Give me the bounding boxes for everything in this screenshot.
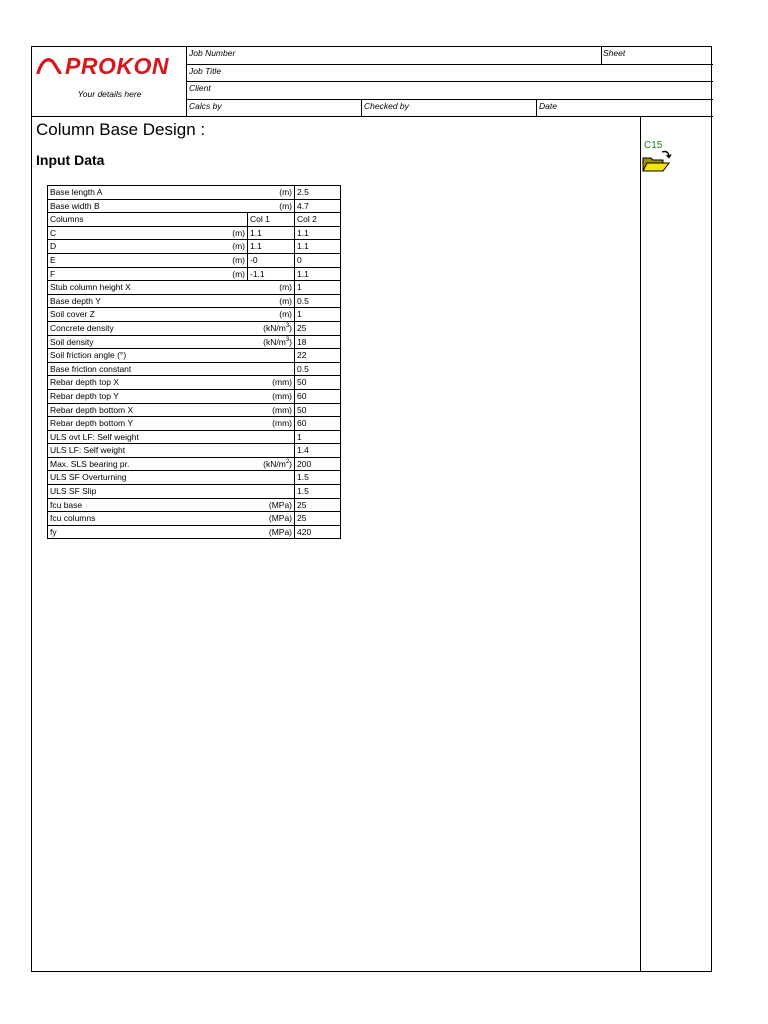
- row-unit: [248, 376, 295, 390]
- col2-value[interactable]: 1.1: [295, 267, 341, 281]
- row-unit: [248, 349, 295, 363]
- date-divider: [536, 100, 537, 118]
- row-label-text: C: [50, 227, 57, 238]
- table-row: [48, 417, 341, 431]
- row-unit: [248, 457, 295, 471]
- table-row: [48, 267, 341, 281]
- row-unit: [248, 281, 295, 295]
- unit-end: ): [289, 458, 292, 469]
- row-label: Soil cover Z: [48, 308, 248, 322]
- table-row: [48, 525, 341, 539]
- c15-label[interactable]: C15: [644, 140, 663, 151]
- col2-value[interactable]: 0: [295, 253, 341, 267]
- col2-value[interactable]: Col 2: [295, 213, 341, 227]
- row-unit: [248, 417, 295, 431]
- col1-value[interactable]: Col 1: [248, 213, 295, 227]
- client-row: [187, 82, 713, 100]
- calcs-row: [187, 100, 713, 118]
- unit-text: (kN/m: [263, 336, 286, 347]
- table-row: [48, 349, 341, 363]
- row-value[interactable]: 1.4: [295, 444, 341, 458]
- row-label: fcu base: [48, 498, 248, 512]
- row-unit: [248, 430, 295, 444]
- checked-by-label: Checked by: [364, 100, 409, 111]
- table-row: [48, 430, 341, 444]
- row-value[interactable]: 25: [295, 512, 341, 526]
- row-label: Rebar depth top Y: [48, 389, 248, 403]
- unit-text: (mm): [272, 390, 292, 401]
- table-row: [48, 457, 341, 471]
- unit-text: (mm): [272, 377, 292, 388]
- row-label: fy: [48, 525, 248, 539]
- row-label: Columns: [48, 213, 248, 227]
- unit-superscript: 3: [285, 336, 290, 343]
- row-unit: (m): [232, 268, 245, 279]
- row-label: [48, 267, 248, 281]
- table-row: [48, 512, 341, 526]
- client-label: Client: [189, 83, 211, 93]
- row-label: [48, 226, 248, 240]
- unit-text: (kN/m: [263, 322, 286, 333]
- row-unit: (m): [232, 254, 245, 265]
- unit-superscript: 2: [285, 459, 290, 466]
- unit-text: (MPa): [268, 526, 292, 537]
- row-label: ULS ovt LF: Self weight: [48, 430, 248, 444]
- row-label-text: F: [50, 268, 56, 279]
- row-label: Base length A: [48, 186, 248, 200]
- row-value[interactable]: 0.5: [295, 294, 341, 308]
- table-row: [48, 240, 341, 254]
- row-label-text: E: [50, 254, 56, 265]
- table-row: [48, 226, 341, 240]
- row-value[interactable]: 420: [295, 525, 341, 539]
- row-label: Stub column height X: [48, 281, 248, 295]
- right-margin-column: [640, 117, 641, 972]
- row-label: Base friction constant: [48, 362, 248, 376]
- col1-value[interactable]: 1.1: [248, 226, 295, 240]
- table-row: [48, 308, 341, 322]
- row-label: Base width B: [48, 199, 248, 213]
- row-unit: [248, 321, 295, 335]
- row-unit: [248, 525, 295, 539]
- row-label: ULS LF: Self weight: [48, 444, 248, 458]
- table-row: [48, 471, 341, 485]
- unit-text: (m): [279, 282, 292, 293]
- row-unit: [248, 199, 295, 213]
- table-row: [48, 362, 341, 376]
- row-label: [48, 240, 248, 254]
- row-label: Rebar depth top X: [48, 376, 248, 390]
- row-unit: [248, 403, 295, 417]
- col2-value[interactable]: 1.1: [295, 226, 341, 240]
- unit-text: (mm): [272, 418, 292, 429]
- unit-end: ): [289, 322, 292, 333]
- table-row: [48, 253, 341, 267]
- table-row: [48, 403, 341, 417]
- row-value[interactable]: 22: [295, 349, 341, 363]
- row-unit: [248, 335, 295, 349]
- row-value[interactable]: 25: [295, 498, 341, 512]
- col1-value[interactable]: -1.1: [248, 267, 295, 281]
- table-row: [48, 294, 341, 308]
- row-unit: [248, 485, 295, 499]
- table-row: [48, 335, 341, 349]
- unit-text: (m): [279, 187, 292, 197]
- row-unit: (m): [232, 241, 245, 252]
- calc-sheet-frame: [31, 46, 712, 972]
- section-title: Input Data: [36, 152, 105, 168]
- table-row: [48, 321, 341, 335]
- table-row: [48, 389, 341, 403]
- row-unit: [248, 186, 295, 200]
- unit-superscript: 3: [285, 323, 290, 330]
- table-row: [48, 376, 341, 390]
- row-value[interactable]: 18: [295, 335, 341, 349]
- row-label: ULS SF Overturning: [48, 471, 248, 485]
- row-value[interactable]: 0.5: [295, 362, 341, 376]
- row-unit: [248, 362, 295, 376]
- row-label: Rebar depth bottom X: [48, 403, 248, 417]
- row-label: [48, 253, 248, 267]
- prokon-logo-icon: [36, 56, 62, 74]
- row-value[interactable]: 50: [295, 403, 341, 417]
- unit-text: (mm): [272, 404, 292, 415]
- table-row: [48, 186, 341, 200]
- unit-text: (MPa): [268, 499, 292, 510]
- unit-end: ): [289, 336, 292, 347]
- checked-divider: [361, 100, 362, 118]
- job-number-row: [187, 47, 713, 65]
- table-row: [48, 498, 341, 512]
- row-value[interactable]: 60: [295, 417, 341, 431]
- open-folder-icon[interactable]: [642, 150, 672, 174]
- row-label: Rebar depth bottom Y: [48, 417, 248, 431]
- row-value[interactable]: 25: [295, 321, 341, 335]
- row-value[interactable]: 200: [295, 457, 341, 471]
- col2-value[interactable]: 1.1: [295, 240, 341, 254]
- unit-text: (m): [279, 309, 292, 320]
- row-value[interactable]: 1: [295, 308, 341, 322]
- table-row: [48, 444, 341, 458]
- row-unit: [248, 294, 295, 308]
- row-unit: [248, 389, 295, 403]
- date-label: Date: [539, 100, 557, 111]
- row-label-text: D: [50, 241, 57, 252]
- row-label: Soil density: [48, 335, 248, 349]
- calcs-by-label: Calcs by: [189, 100, 222, 111]
- row-unit: [248, 512, 295, 526]
- row-label: ULS SF Slip: [48, 485, 248, 499]
- table-row: [48, 199, 341, 213]
- row-unit: [248, 498, 295, 512]
- table-row: [48, 213, 341, 227]
- job-title-row: [187, 65, 713, 83]
- row-label: Soil friction angle (°): [48, 349, 248, 363]
- col1-value[interactable]: -0: [248, 253, 295, 267]
- logo-block: [32, 47, 187, 117]
- row-label: fcu columns: [48, 512, 248, 526]
- row-value[interactable]: 1: [295, 430, 341, 444]
- row-label: Base depth Y: [48, 294, 248, 308]
- logo-text: PROKON: [65, 53, 169, 79]
- row-label: Concrete density: [48, 321, 248, 335]
- unit-text: (MPa): [268, 513, 292, 524]
- row-value[interactable]: 4.7: [295, 199, 341, 213]
- unit-text: (m): [279, 295, 292, 306]
- row-label: Max. SLS bearing pr.: [48, 457, 248, 471]
- row-value[interactable]: 1.5: [295, 471, 341, 485]
- row-value[interactable]: 1.5: [295, 485, 341, 499]
- table-row: [48, 281, 341, 295]
- row-value[interactable]: 2.5: [295, 186, 341, 200]
- logo-subtitle: Your details here: [77, 89, 142, 99]
- page-title: Column Base Design :: [36, 120, 206, 139]
- col1-value[interactable]: 1.1: [248, 240, 295, 254]
- sheet-label: Sheet: [603, 48, 626, 58]
- row-unit: [248, 308, 295, 322]
- row-unit: [248, 471, 295, 485]
- unit-text: (m): [279, 200, 292, 211]
- sheet-divider: [601, 47, 602, 65]
- job-title-label: Job Title: [189, 65, 222, 76]
- table-row: [48, 485, 341, 499]
- job-number-label: Job Number: [189, 48, 236, 58]
- row-unit: [248, 444, 295, 458]
- row-value[interactable]: 1: [295, 281, 341, 295]
- input-data-table: [47, 185, 341, 539]
- row-value[interactable]: 60: [295, 389, 341, 403]
- unit-text: (kN/m: [263, 458, 286, 469]
- row-value[interactable]: 50: [295, 376, 341, 390]
- row-unit: (m): [232, 227, 245, 238]
